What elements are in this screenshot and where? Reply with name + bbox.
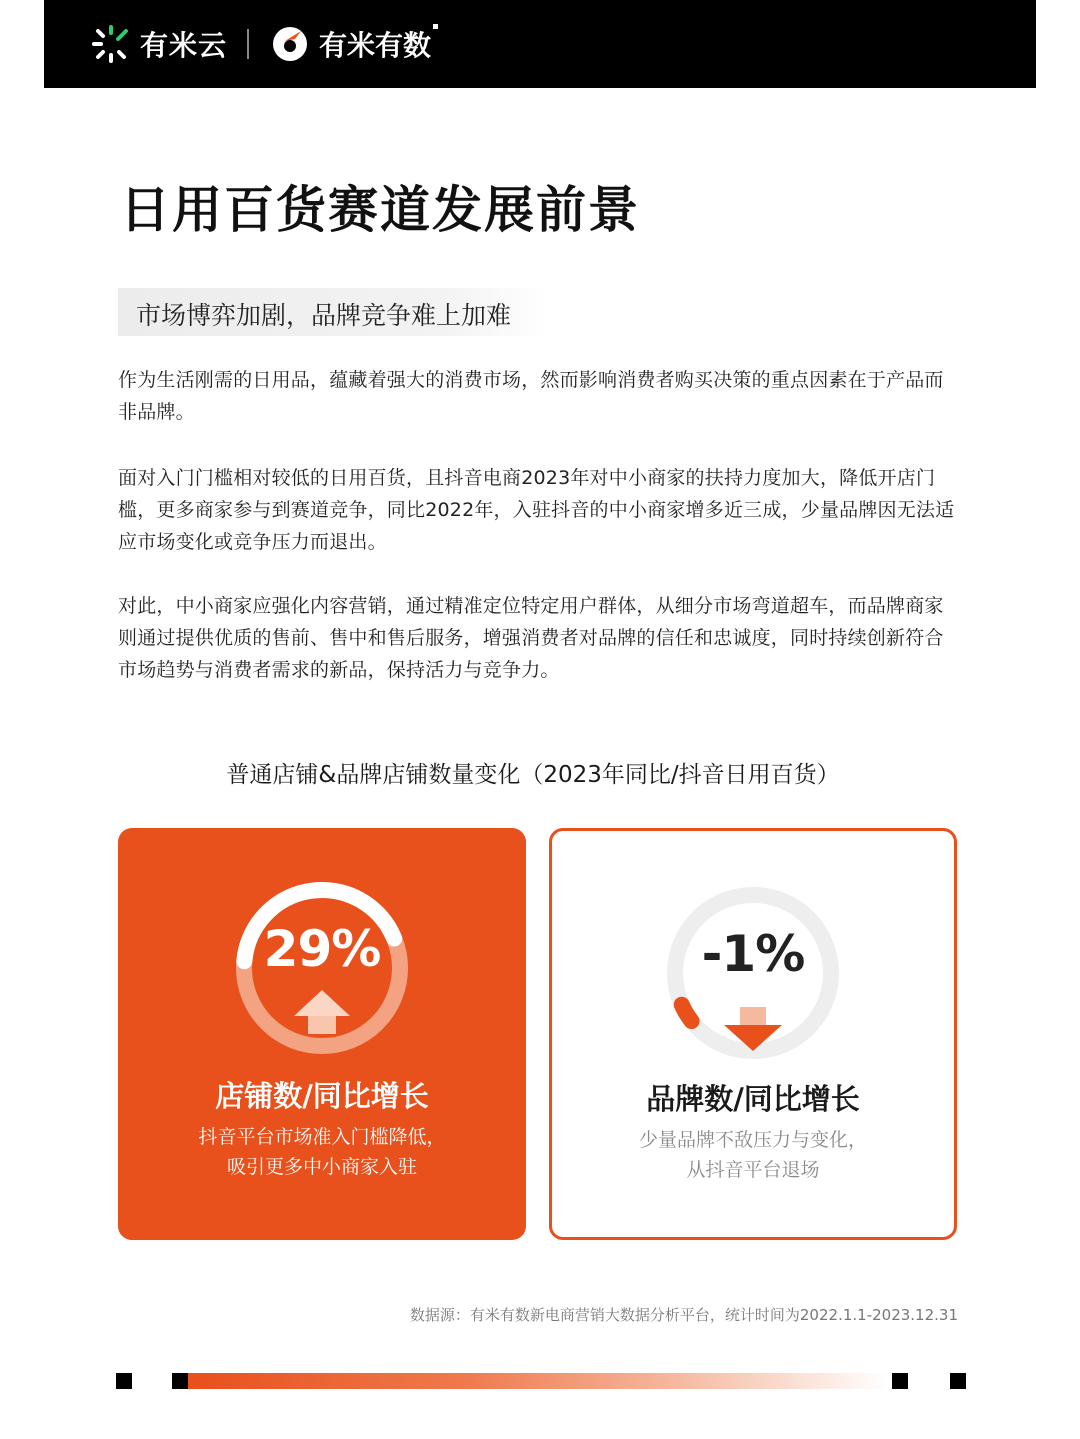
header-bar [44,0,1036,88]
paragraph-2: 面对入门门槛相对较低的日用百货，且抖音电商2023年对中小商家的扶持力度加大，降低开店门槛，更多商家参与到赛道竞争，同比2022年，入驻抖音的中小商家增多近三成，少量品牌因无法适应市场变化或竞争压力而退出。 [118,467,955,553]
brand-gauge-progress [682,1005,692,1021]
data-source-note: 数据源：有米有数新电商营销大数据分析平台，统计时间为2022.1.1-2023.12.31 [409,1306,958,1324]
paragraph-1: 作为生活刚需的日用品，蕴藏着强大的消费市场，然而影响消费者购买决策的重点因素在于产品而非品牌。 [118,369,944,423]
youmi-data-logo-icon [267,21,313,67]
footer-square-3 [892,1373,908,1389]
brand-card-description [552,1125,954,1185]
subtitle-box [118,288,550,336]
store-count-card [118,828,526,1240]
footer-square-1 [116,1373,132,1389]
brand-youmi-data-text: 有米有数 [319,29,432,62]
paragraph-3: 对此，中小商家应强化内容营销，通过精准定位特定用户群体，从细分市场弯道超车，而品牌商家则通过提供优质的售前、售中和售后服务，增强消费者对品牌的信任和忠诚度，同时持续创新符合市场趋势与消费者需求的新品，保持活力与竞争力。 [118,595,944,681]
store-card-desc-line1: 抖音平台市场准入门槛降低， [198,1126,446,1148]
brand-card-desc-line1: 少量品牌不敌压力与变化， [638,1129,867,1151]
store-card-desc-line2: 吸引更多中小商家入驻 [226,1156,417,1178]
logo-group [88,22,438,66]
page-title: 日用百货赛道发展前景 [120,181,640,239]
brand-youmi-data [319,24,438,64]
brand-growth-value: -1% [701,925,805,983]
footer-gradient-bar [188,1373,888,1389]
arrow-up-icon [294,990,350,1034]
store-card-heading: 店铺数/同比增长 [215,1079,429,1113]
store-growth-value: 29% [263,920,381,978]
logo-divider [247,29,249,59]
brand-count-card [549,828,957,1240]
chart-title: 普通店铺&品牌店铺数量变化（2023年同比/抖音日用百货） [226,762,840,788]
brand-dot-icon [433,24,438,29]
store-card-description [118,1122,526,1182]
brand-card-heading: 品牌数/同比增长 [646,1082,860,1116]
brand-youmi-cloud: 有米云 [140,29,228,62]
brand-card-desc-line2: 从抖音平台退场 [686,1159,820,1181]
subtitle: 市场博弈加剧，品牌竞争难上加难 [136,301,512,330]
footer-square-4 [950,1373,966,1389]
footer-square-2 [172,1373,188,1389]
youmi-cloud-logo-icon [88,21,134,67]
